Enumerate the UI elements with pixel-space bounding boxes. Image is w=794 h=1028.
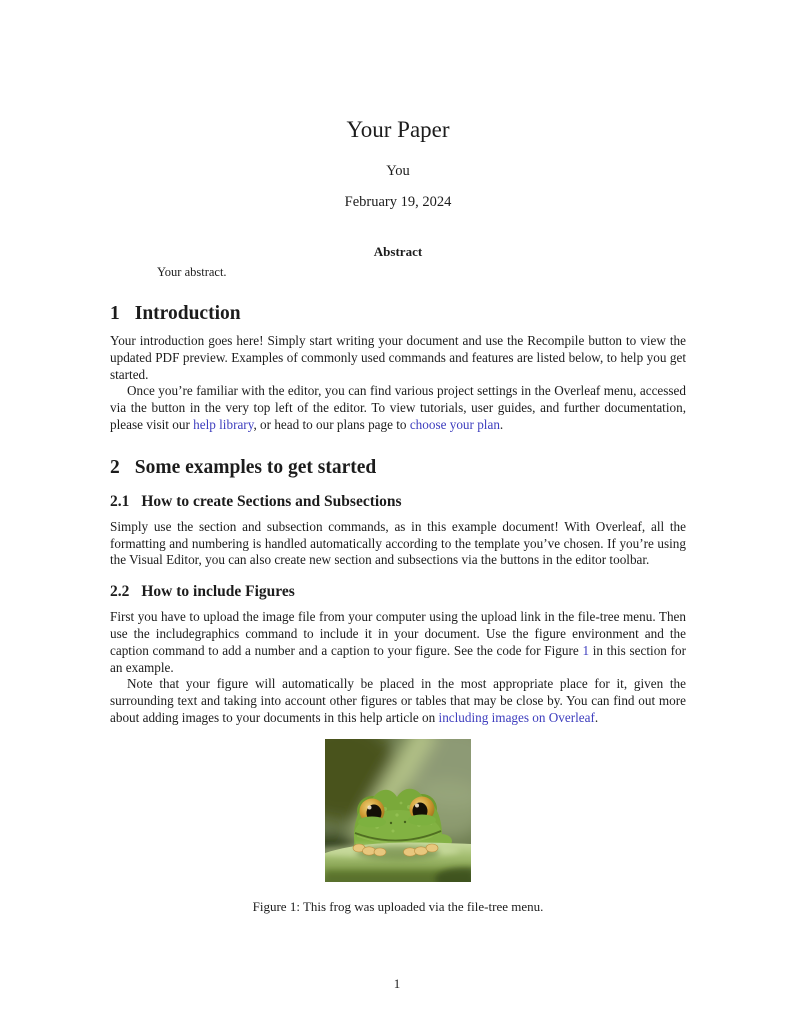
help-library-link[interactable]: help library [193, 416, 254, 432]
paragraph-text: First you have to upload the image file from your computer using the upload link in the file-tree menu. Then use the includegraphics command to include it in your document. Use the figure environment and the caption command to add a number and a caption to your figure. See the code for Figure [110, 609, 686, 658]
section-1-number: 1 [110, 303, 120, 324]
figure-1-ref-link[interactable]: 1 [582, 642, 590, 658]
subsection-2-2-heading [110, 583, 686, 601]
subsection-2-2-number: 2.2 [110, 583, 130, 601]
section-1-heading [110, 303, 686, 325]
paragraph-text: . [594, 709, 599, 725]
figure-caption: Figure 1: This frog was uploaded via the file-tree menu. [252, 898, 544, 914]
section-2-title: Some examples to get started [134, 456, 377, 478]
choose-your-plan-link[interactable]: choose your plan [409, 416, 500, 432]
abstract-text: Your abstract. [157, 265, 227, 279]
subsection-2-2-paragraph-2 [110, 676, 686, 726]
abstract-heading: Abstract [373, 244, 423, 259]
frog-photo-graphic [325, 739, 471, 882]
section-1-paragraph-1: Your introduction goes here! Simply start writing your document and use the Recompile button to view the updated PDF preview. Examples of commonly used commands and features are listed below, to help you get started. [110, 333, 686, 382]
paragraph-text: Note that your figure will automatically be placed in the most appropriate place for it, given the surrounding text and taking into account other figures or tables that may be close by. You can find out more about adding images to your documents in this help article on [110, 676, 686, 725]
paper-author: You [386, 163, 410, 179]
section-2-heading [110, 457, 686, 479]
including-images-link[interactable]: including images on Overleaf [438, 709, 595, 725]
section-2-number: 2 [110, 456, 120, 478]
subsection-2-1-paragraph: Simply use the section and subsection commands, as in this example document! With Overleaf, all the formatting and numbering is handled automatically according to the template you’ve chosen. If you’re using the Visual Editor, you can also create new section and subsections via the buttons in the editor toolbar. [110, 518, 686, 568]
paragraph-text: , or head to our plans page to [253, 416, 410, 432]
paper-title: Your Paper [346, 117, 450, 142]
subsection-2-1-title: How to create Sections and Subsections [141, 492, 402, 510]
figure-1 [110, 739, 686, 914]
section-1-title: Introduction [134, 303, 241, 324]
paragraph-text: . [499, 416, 504, 432]
subsection-2-1-heading [110, 493, 686, 511]
subsection-2-2-paragraph-1 [110, 609, 686, 676]
section-1-paragraph-2 [110, 383, 686, 433]
subsection-2-2-title: How to include Figures [141, 583, 295, 601]
paper-date: February 19, 2024 [344, 194, 452, 210]
paragraph-text: Once you’re familiar with the editor, you can find various project settings in the Overleaf menu, accessed via the button in the very top left of the editor. To view tutorials, user guides, and further documentation, please visit our [110, 383, 686, 432]
page-number: 1 [393, 976, 401, 991]
frog-image [325, 739, 471, 882]
paragraph-text: in this section for an example. [110, 642, 686, 675]
subsection-2-1-number: 2.1 [110, 492, 130, 510]
text-column [110, 0, 686, 914]
